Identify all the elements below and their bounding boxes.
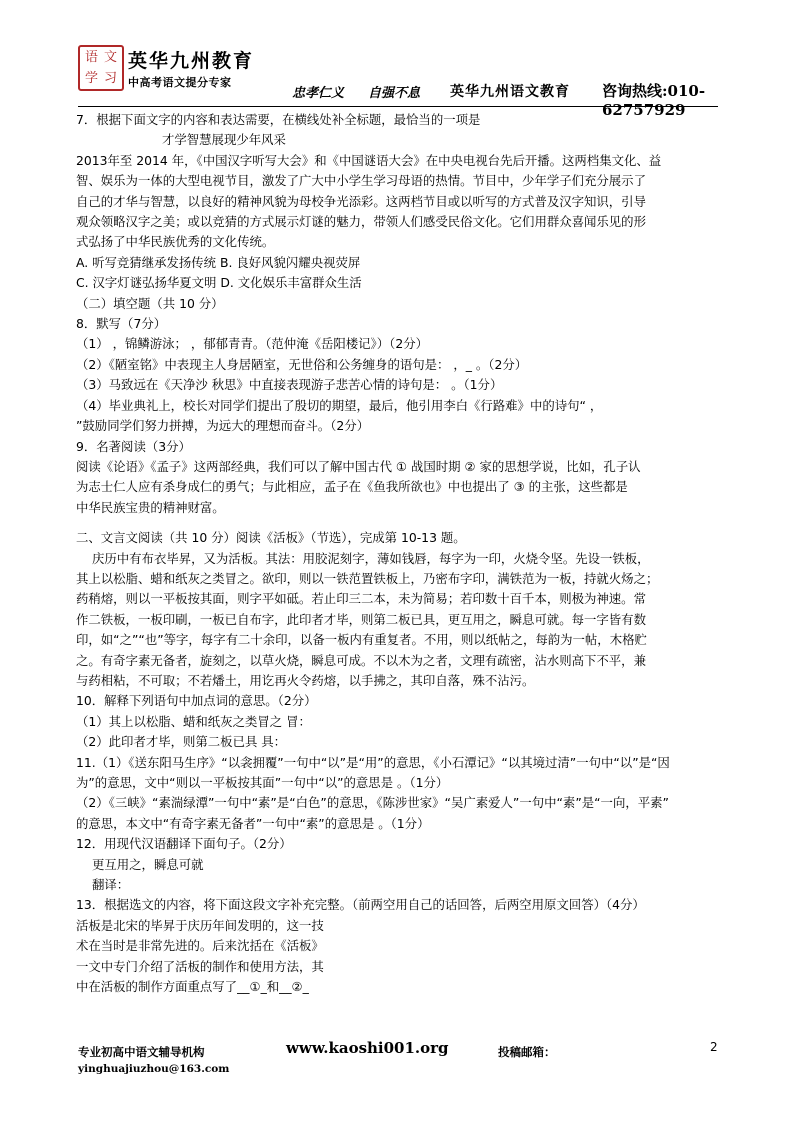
text-line: （1） ，锦鳞游泳； ，郁郁青青。（范仲淹《岳阳楼记》）（2分）	[76, 336, 428, 352]
text-line: 10．解释下列语句中加点词的意思。（2分）	[76, 693, 317, 709]
text-line: 智、娱乐为一体的大型电视节目，激发了广大中小学生学习母语的热情。节目中，少年学子们充分展示了	[76, 173, 646, 189]
text-line: 术在当时是非常先进的。后来沈括在《活板》	[76, 938, 324, 954]
page-header	[78, 40, 718, 119]
text-line: （3）马致远在《天净沙 秋思》中直接表现游子悲苦心情的诗句是： 。（1分）	[76, 377, 503, 393]
footer-org: 专业初高中语文辅导机构	[78, 1045, 205, 1059]
text-line: （2）《三峡》“素湍绿潭”一句中“素”是“白色”的意思，《陈涉世家》“吴广素爱人”一句中“素”是“一向，平素”	[76, 795, 669, 811]
text-line: 9．名著阅读（3分）	[76, 438, 191, 454]
text-line: 为”的意思，文中“则以一平板按其面”一句中“以”的意思是 。（1分）	[76, 775, 449, 790]
footer-website-link[interactable]: www.kaoshi001.org	[286, 1039, 449, 1057]
text-line: （2）此印者才毕，则第二板已具 具：	[76, 734, 287, 750]
text-line: 作二铁板，一板印刷，一板已自布字，此印者才毕，则第二板已具，更互用之，瞬息可就。每一字皆有数	[76, 611, 646, 627]
text-line: 庆历中有布衣毕昇，又为活板。其法：用胶泥刻字，薄如钱唇，每字为一印，火烧令坚。先设一铁板，	[92, 550, 650, 566]
text-line: 为志士仁人应有杀身成仁的勇气；与此相应，孟子在《鱼我所欲也》中也提出了 ③ 的主张，这些都是	[76, 479, 628, 495]
text-line: 才学智慧展现少年风采	[162, 132, 286, 148]
text-line: 印，如“之”“也”等字，每字有二十余印，以备一板内有重复者。不用，则以纸帖之，每韵为一帖，木格贮	[76, 632, 647, 648]
text-line: 之。有奇字素无备者，旋刻之，以草火烧，瞬息可成。不以木为之者，文理有疏密，沾水则高下不平，兼	[76, 652, 646, 668]
hotline: 咨询热线:010-62757929	[602, 82, 706, 119]
footer-email-link[interactable]: yinghuajiuzhou@163.com	[78, 1063, 230, 1075]
text-line: A. 听写竞猜继承发扬传统 B. 良好风貌闪耀央视荧屏	[76, 254, 361, 270]
org-name: 英华九州语文教育	[450, 84, 570, 100]
text-line: 阅读《论语》《孟子》这两部经典，我们可以了解中国古代 ① 战国时期 ② 家的思想学说，比如，孔子认	[76, 458, 641, 474]
footer-mail-label: 投稿邮箱：	[498, 1045, 556, 1059]
text-line: 7．根据下面文字的内容和表达需要，在横线处补全标题，最恰当的一项是	[76, 112, 481, 127]
text-line: （1）其上以松脂、蜡和纸灰之类冒之 冒：	[76, 713, 311, 729]
text-line: 翻译：	[92, 877, 130, 893]
text-line: 其上以松脂、蜡和纸灰之类冒之。欲印，则以一铁范置铁板上，乃密布字印，满铁范为一板，持就火炀之；	[76, 570, 659, 586]
text-line: 活板是北宋的毕昇于庆历年间发明的，这一技	[76, 917, 324, 933]
logo-char: 学	[84, 71, 98, 86]
text-line: 中华民族宝贵的精神财富。	[76, 499, 225, 515]
text-line: 药稍熔，则以一平板按其面，则字平如砥。若止印三二本，未为简易；若印数十百千本，则极为神速。常	[76, 591, 646, 607]
text-line: （2）《陋室铭》中表现主人身居陋室，无世俗和公务缠身的语句是： ，_ 。（2分）	[76, 356, 528, 372]
text-line: 的意思，本文中“有奇字素无备者”一句中“素”的意思是 。（1分）	[76, 815, 430, 831]
text-line: 2013年至 2014 年，《中国汉字听写大会》和《中国谜语大会》在中央电视台先后开播。这两档集文化、益	[76, 152, 662, 168]
text-line: 11.（1）《送东阳马生序》“以衾拥覆”一句中“以”是“用”的意思，《小石潭记》“以其境过清”一句中“以”是“因	[76, 754, 670, 770]
motto-2: 自强不息	[368, 86, 421, 101]
text-line: 式弘扬了中华民族优秀的文化传统。	[76, 234, 275, 250]
text-line: （二）填空题（共 10 分）	[76, 295, 224, 311]
text-line: 二、文言文阅读（共 10 分）阅读《活板》（节选），完成第 10-13 题。	[76, 530, 466, 546]
text-line: C. 汉字灯谜弘扬华夏文明 D. 文化娱乐丰富群众生活	[76, 275, 362, 291]
logo-char: 语	[84, 50, 98, 65]
text-line: 更互用之，瞬息可就	[92, 856, 204, 872]
motto-1: 忠孝仁义	[292, 86, 345, 101]
brand-logo	[78, 45, 124, 91]
text-line: 一文中专门介绍了活板的制作和使用方法，其	[76, 958, 324, 974]
brand-slogan: 中高考语文提分专家	[128, 76, 232, 89]
text-line: 与药相粘，不可取；不若燔土，用讫再火令药熔，以手拂之，其印自落，殊不沾污。	[76, 672, 535, 688]
text-line: 12．用现代汉语翻译下面句子。（2分）	[76, 836, 292, 852]
page-number: 2	[710, 1040, 718, 1054]
document-body	[76, 110, 726, 997]
text-line: 13．根据选文的内容，将下面这段文字补充完整。（前两空用自己的话回答，后两空用原文回答）（4分）	[76, 897, 645, 913]
text-line: 中在活板的制作方面重点写了__①_和__②_	[76, 979, 309, 995]
brand-name: 英华九州教育	[128, 50, 255, 72]
text-line: 8．默写（7分）	[76, 316, 167, 332]
text-line: 观众领略汉字之美；或以竞猜的方式展示灯谜的魅力，带领人们感受民俗文化。它们用群众喜闻乐见的形	[76, 214, 646, 230]
text-line: 自己的才华与智慧，以良好的精神风貌为母校争光添彩。这两档节目或以听写的方式普及汉字知识，引导	[76, 193, 646, 209]
text-line: ”鼓励同学们努力拼搏，为远大的理想而奋斗。（2分）	[76, 418, 370, 434]
logo-char: 习	[103, 71, 117, 86]
text-line: （4）毕业典礼上，校长对同学们提出了殷切的期望，最后，他引用李白《行路难》中的诗句“ ，	[76, 397, 603, 413]
logo-char: 文	[103, 50, 117, 65]
